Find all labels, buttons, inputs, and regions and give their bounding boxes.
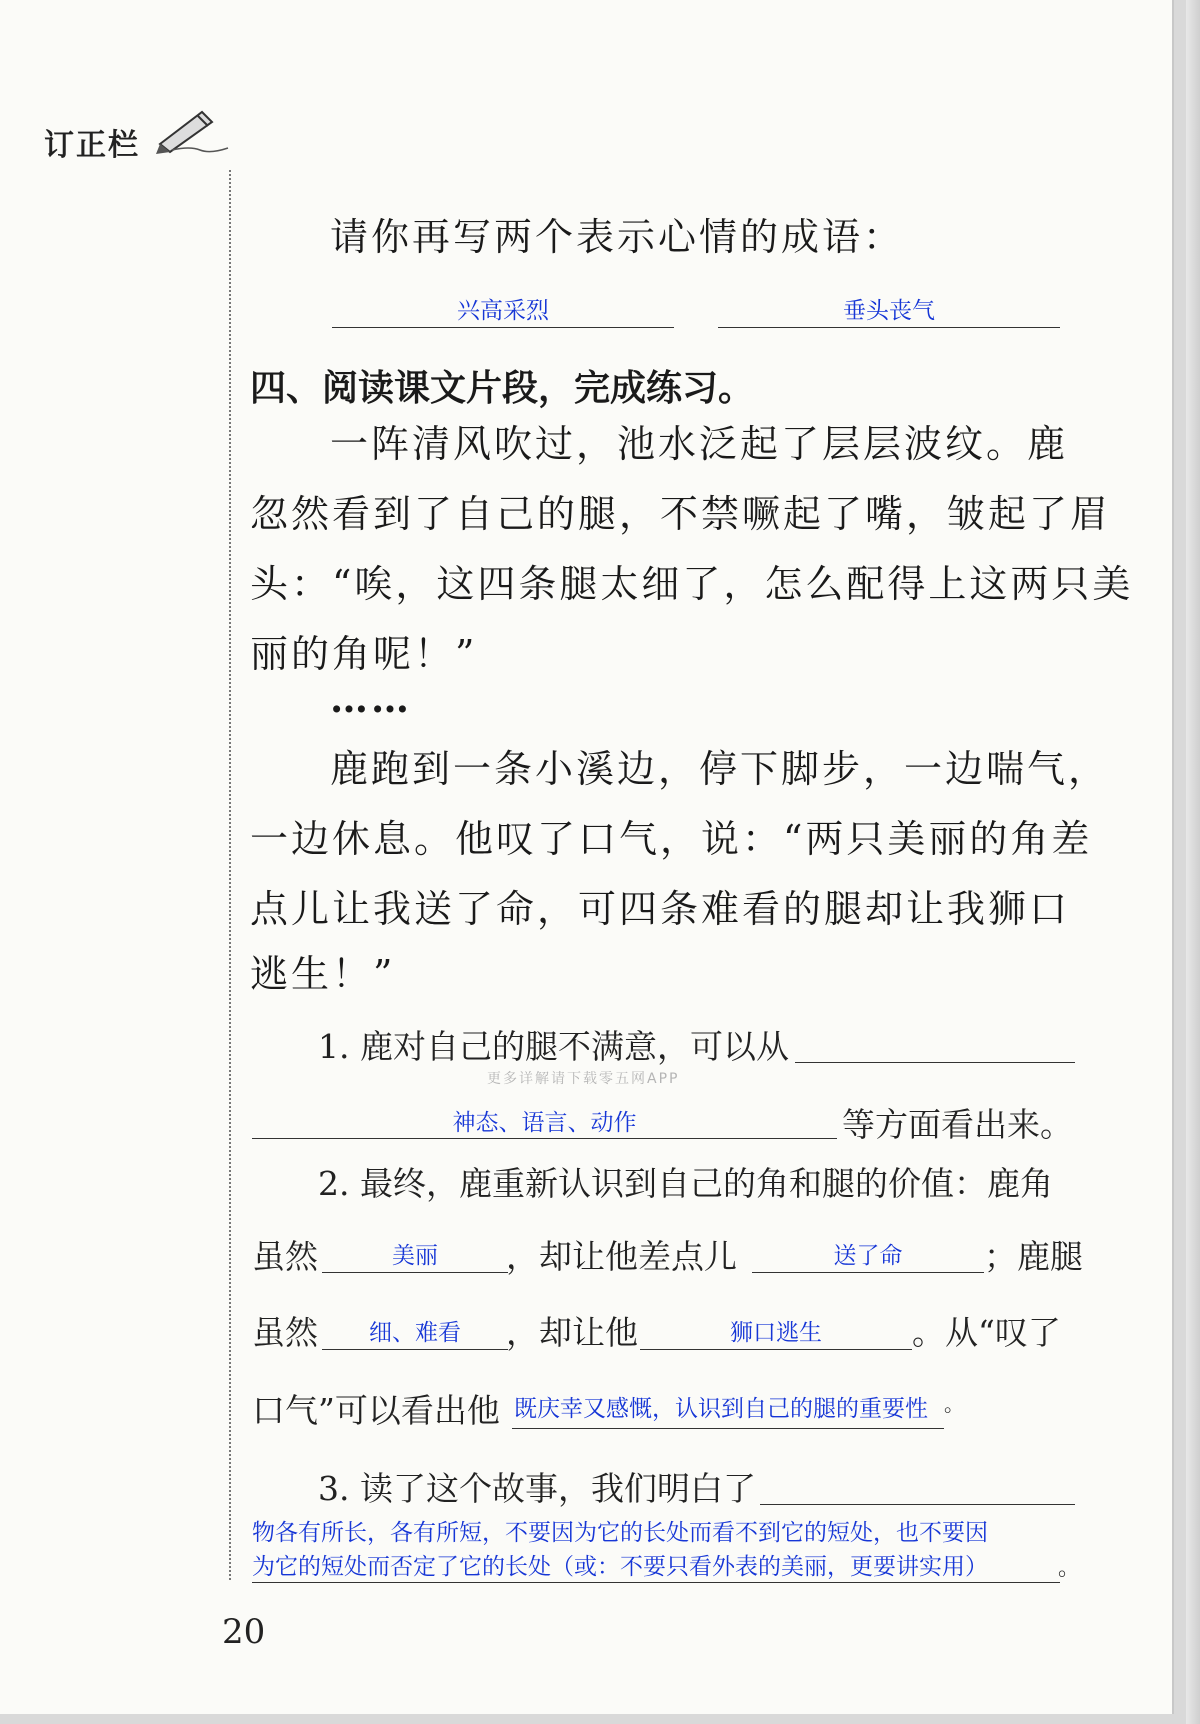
question-2-text: 口气”可以看出他 <box>252 1391 500 1430</box>
question-1-blank-b[interactable] <box>252 1138 837 1139</box>
passage-line: 丽的角呢！” <box>250 632 478 676</box>
question-3-answer-line: 为它的短处而否定了它的长处（或：不要只看外表的美丽，更要讲实用） <box>252 1554 988 1580</box>
idiom-answer-1: 兴高采烈 <box>457 298 549 324</box>
passage-line: 一阵清风吹过，池水泛起了层层波纹。鹿 <box>330 422 1069 466</box>
question-2-answer-3: 细、难看 <box>369 1320 461 1346</box>
question-3-text: 3. 读了这个故事，我们明白了 <box>318 1469 756 1508</box>
question-2-text: 。从“叹了 <box>912 1313 1061 1352</box>
margin-dotted-line <box>229 170 231 1580</box>
question-2-text: 。 <box>944 1392 964 1416</box>
passage-line: 点儿让我送了命，可四条难看的腿却让我狮口 <box>250 887 1071 931</box>
question-2-blank-3[interactable] <box>322 1349 508 1350</box>
question-1-answer: 神态、语言、动作 <box>452 1110 637 1136</box>
page-edge <box>1186 0 1200 1724</box>
passage-line: 头：“唉，这四条腿太细了，怎么配得上这两只美 <box>250 562 1134 606</box>
passage-ellipsis: …… <box>330 676 412 721</box>
pencil-icon <box>150 106 230 156</box>
question-2-answer-1: 美丽 <box>392 1243 438 1269</box>
question-2-answer-5: 既庆幸又感慨，认识到自己的腿的重要性 <box>514 1396 928 1422</box>
question-2-text: 2. 最终，鹿重新认识到自己的角和腿的价值：鹿角 <box>318 1164 1053 1203</box>
question-1-blank-a[interactable] <box>795 1062 1075 1063</box>
question-2-text: ；鹿腿 <box>984 1237 1083 1276</box>
watermark: 更多详解请下载零五网APP <box>487 1071 680 1087</box>
question-2-text: 虽然 <box>252 1237 318 1276</box>
question-2-blank-5[interactable] <box>512 1428 944 1429</box>
question-3-blank-b[interactable] <box>252 1582 1060 1583</box>
passage-line: 忽然看到了自己的腿，不禁噘起了嘴，皱起了眉 <box>250 492 1112 536</box>
passage-line: 逃生！” <box>250 952 396 996</box>
passage-line: 一边休息。他叹了口气，说：“两只美丽的角差 <box>250 817 1093 861</box>
question-2-answer-2: 送了命 <box>833 1243 903 1269</box>
question-2-blank-2[interactable] <box>752 1272 984 1273</box>
idiom-prompt: 请你再写两个表示心情的成语： <box>330 215 905 259</box>
section-4-heading: 四、阅读课文片段，完成练习。 <box>250 368 755 409</box>
idiom-answer-2: 垂头丧气 <box>843 298 935 324</box>
question-2-text: ，却让他差点儿 <box>506 1237 737 1276</box>
question-3-blank-a[interactable] <box>760 1504 1075 1505</box>
question-1-suffix: 等方面看出来。 <box>842 1105 1073 1144</box>
correction-column-label: 订正栏 <box>44 128 140 163</box>
question-2-text: 虽然 <box>252 1313 318 1352</box>
question-2-blank-1[interactable] <box>322 1272 508 1273</box>
question-2-blank-4[interactable] <box>640 1349 912 1350</box>
question-2-answer-4: 狮口逃生 <box>730 1320 822 1346</box>
question-2-text: ，却让他 <box>506 1313 638 1352</box>
page-number: 20 <box>222 1612 266 1652</box>
idiom-blank-2[interactable] <box>718 327 1060 328</box>
passage-line: 鹿跑到一条小溪边，停下脚步，一边喘气， <box>330 747 1110 791</box>
question-3-answer-line: 物各有所长，各有所短，不要因为它的长处而看不到它的短处，也不要因 <box>252 1520 988 1546</box>
idiom-blank-1[interactable] <box>332 327 674 328</box>
question-1-text: 1. 鹿对自己的腿不满意，可以从 <box>318 1027 789 1066</box>
question-3-end: 。 <box>1058 1556 1081 1581</box>
